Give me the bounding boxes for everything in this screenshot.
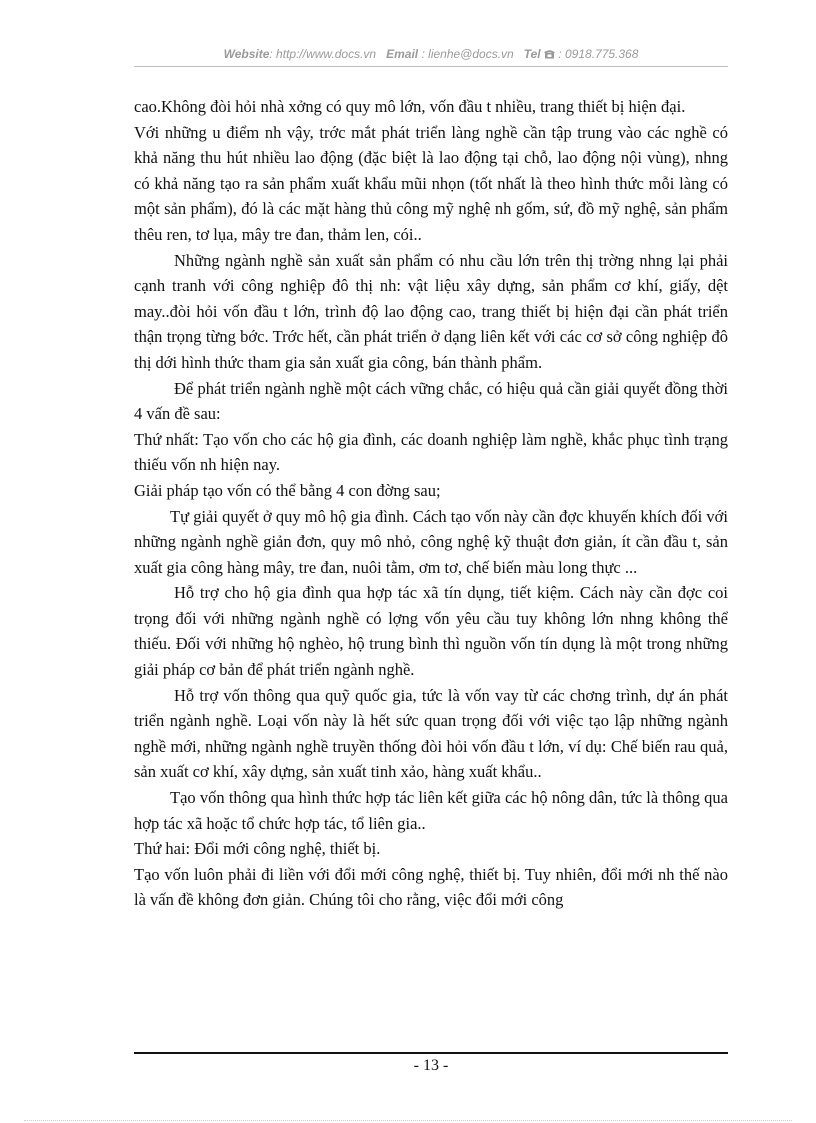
email-label: Email xyxy=(386,47,419,61)
paragraph: Với những u điểm nh vậy, trớc mắt phát triển làng nghề cần tập trung vào các nghề có khả năng thu hút nhiều lao động (đặc biệt là lao động tại chỗ, lao động nội vùng), nhng có khả năng tạo ra sản phẩm xuất khẩu mũi nhọn (tốt nhất là theo hình thức mỗi làng có một sản phẩm), đó là các mặt hàng thủ công mỹ nghệ nh gốm, sứ, đồ mỹ nghệ, sản phẩm thêu ren, tơ lụa, mây tre đan, thảm len, cói.. xyxy=(134,122,728,244)
page-number: - 13 - xyxy=(413,1057,449,1074)
footer-divider xyxy=(134,1052,728,1054)
paragraph: Tạo vốn thông qua hình thức hợp tác liên kết giữa các hộ nông dân, tức là thông qua hợp tác xã hoặc tổ chức hợp tác, tổ liên gia.. xyxy=(134,788,728,833)
body-text xyxy=(134,94,728,913)
page-header xyxy=(134,47,728,61)
page-bottom-edge xyxy=(24,1120,792,1121)
header-divider xyxy=(134,66,728,67)
paragraph: Tự giải quyết ở quy mô hộ gia đình. Cách tạo vốn này cần đợc khuyến khích đối với những ngành nghề giản đơn, quy mô nhỏ, công nghệ kỹ thuật đơn giản, ít cần đầu t, sản xuất gia công hàng mây, tre đan, nuôi tằm, ơm tơ, chế biến màu long thực ... xyxy=(134,506,728,577)
paragraph: Tạo vốn luôn phải đi liền với đổi mới công nghệ, thiết bị. Tuy nhiên, đổi mới nh thế nào là vấn đề không đơn giản. Chúng tôi cho rằng, việc đổi mới công xyxy=(134,864,728,910)
website-label: Website xyxy=(223,47,270,61)
email-value: : lienhe@docs.vn xyxy=(421,47,514,61)
tel-value: : 0918.775.368 xyxy=(558,47,639,61)
phone-icon xyxy=(544,47,558,61)
paragraph: Để phát triển ngành nghề một cách vững chắc, có hiệu quả cần giải quyết đồng thời 4 vấn đề sau: xyxy=(134,378,728,424)
paragraph: Hỗ trợ vốn thông qua quỹ quốc gia, tức là vốn vay từ các chơng trình, dự án phát triển ngành nghề. Loại vốn này là hết sức quan trọng đối với việc tạo lập những ngành nghề mới, những ngành nghề truyền thống đòi hỏi vốn đầu t lớn, ví dụ: Chế biến rau quả, sản xuất cơ khí, xây dựng, sản xuất tinh xảo, hàng xuất khẩu.. xyxy=(134,685,728,782)
paragraph: Thứ nhất: Tạo vốn cho các hộ gia đình, các doanh nghiệp làm nghề, khắc phục tình trạng thiếu vốn nh hiện nay. xyxy=(134,429,728,475)
paragraph: cao.Không đòi hỏi nhà xởng có quy mô lớn, vốn đầu t nhiều, trang thiết bị hiện đại. xyxy=(134,97,686,116)
paragraph: Thứ hai: Đổi mới công nghệ, thiết bị. xyxy=(134,839,381,859)
website-value: : http://www.docs.vn xyxy=(269,47,377,61)
paragraph: Hỗ trợ cho hộ gia đình qua hợp tác xã tín dụng, tiết kiệm. Cách này cần đợc coi trọng đối với những ngành nghề có lợng vốn yêu cầu tuy không lớn nhng không thể thiếu. Đối với những hộ nghèo, hộ trung bình thì nguồn vốn tín dụng là một trong những giải pháp cơ bản để phát triển ngành nghề. xyxy=(134,583,728,680)
paragraph: Giải pháp tạo vốn có thể bằng 4 con đờng sau; xyxy=(134,480,441,500)
paragraph: Những ngành nghề sản xuất sản phẩm có nhu cầu lớn trên thị trờng nhng lại phải cạnh tranh với công nghiệp đô thị nh: vật liệu xây dựng, sản phẩm cơ khí, giấy, dệt may..đòi hỏi vốn đầu t lớn, trình độ lao động cao, trang thiết bị hiện đại cần phát triển thận trọng từng bớc. Trớc hết, cần phát triển ở dạng liên kết với các cơ sở công nghiệp đô thị dới hình thức tham gia sản xuất gia công, bán thành phẩm. xyxy=(134,250,728,372)
tel-label: Tel xyxy=(523,47,541,61)
